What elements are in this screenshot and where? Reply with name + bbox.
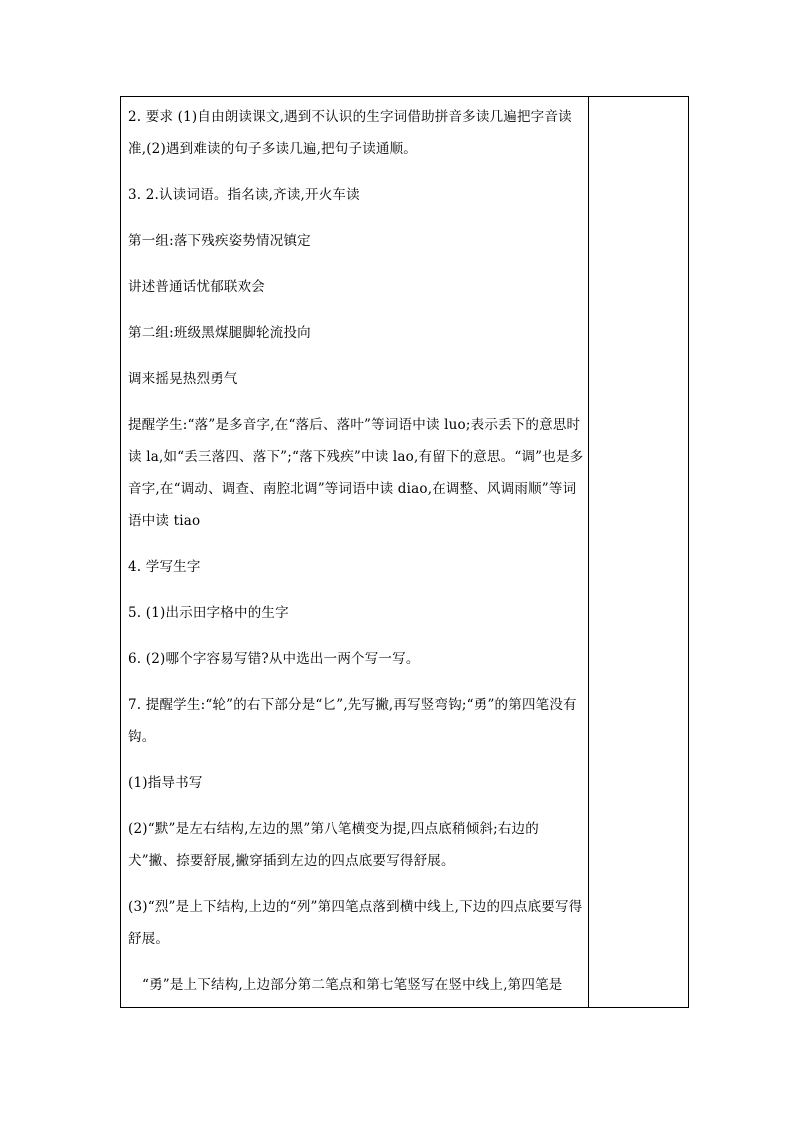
paragraph-group-one-cont: 讲述普通话忧郁联欢会 (128, 279, 265, 295)
paragraph-mo-character: (2)“默”是左右结构,左边的黑”第八笔横变为提,四点底稍倾斜;右边的犬”撇、捺要舒展,撇穿插到左边的四点底要写得舒展。 (128, 821, 539, 869)
paragraph-word-reading: 3. 2.认读词语。指名读,齐读,开火车读 (128, 187, 360, 203)
paragraph-show-characters: 5. (1)出示田字格中的生字 (128, 605, 289, 621)
paragraph-lie-character: (3)“烈”是上下结构,上边的“列”第四笔点落到横中线上,下边的四点底要写得舒展。 (128, 899, 583, 947)
paragraph-requirement: 2. 要求 (1)自由朗读课文,遇到不认识的生字词借助拼音多读几遍把字音读准,(2)遇到难读的句子多读几遍,把句子读通顺。 (128, 109, 572, 157)
paragraph-guide-writing: (1)指导书写 (128, 775, 203, 791)
lesson-content-cell (120, 96, 588, 1008)
paragraph-polyphone-reminder: 提醒学生:“落”是多音字,在“落后、落叶”等词语中读 luo;表示丢下的意思时读 la,如“丢三落四、落下”;“落下残疾”中读 lao,有留下的意思。“调”也是多音字,在“调动、调查、南腔北调”等词语中读 diao,在调整、风调雨顺”等词语中读 tiao (128, 417, 584, 529)
paragraph-group-two: 第二组:班级黑煤腿脚轮流投向 (128, 325, 311, 341)
lesson-content (128, 101, 586, 1008)
paragraph-learn-writing: 4. 学写生字 (128, 559, 201, 575)
paragraph-yong-character: “勇”是上下结构,上边部分第二笔点和第七笔竖写在竖中线上,第四笔是 (142, 977, 563, 993)
paragraph-group-one: 第一组:落下残疾姿势情况镇定 (128, 233, 311, 249)
paragraph-easy-mistakes: 6. (2)哪个字容易写错?从中选出一两个写一写。 (128, 651, 420, 667)
notes-cell (588, 96, 689, 1008)
paragraph-stroke-reminder: 7. 提醒学生:“轮”的右下部分是“匕”,先写撇,再写竖弯钩;“勇”的第四笔没有钩。 (128, 697, 577, 745)
paragraph-group-two-cont: 调来摇晃热烈勇气 (128, 371, 238, 387)
